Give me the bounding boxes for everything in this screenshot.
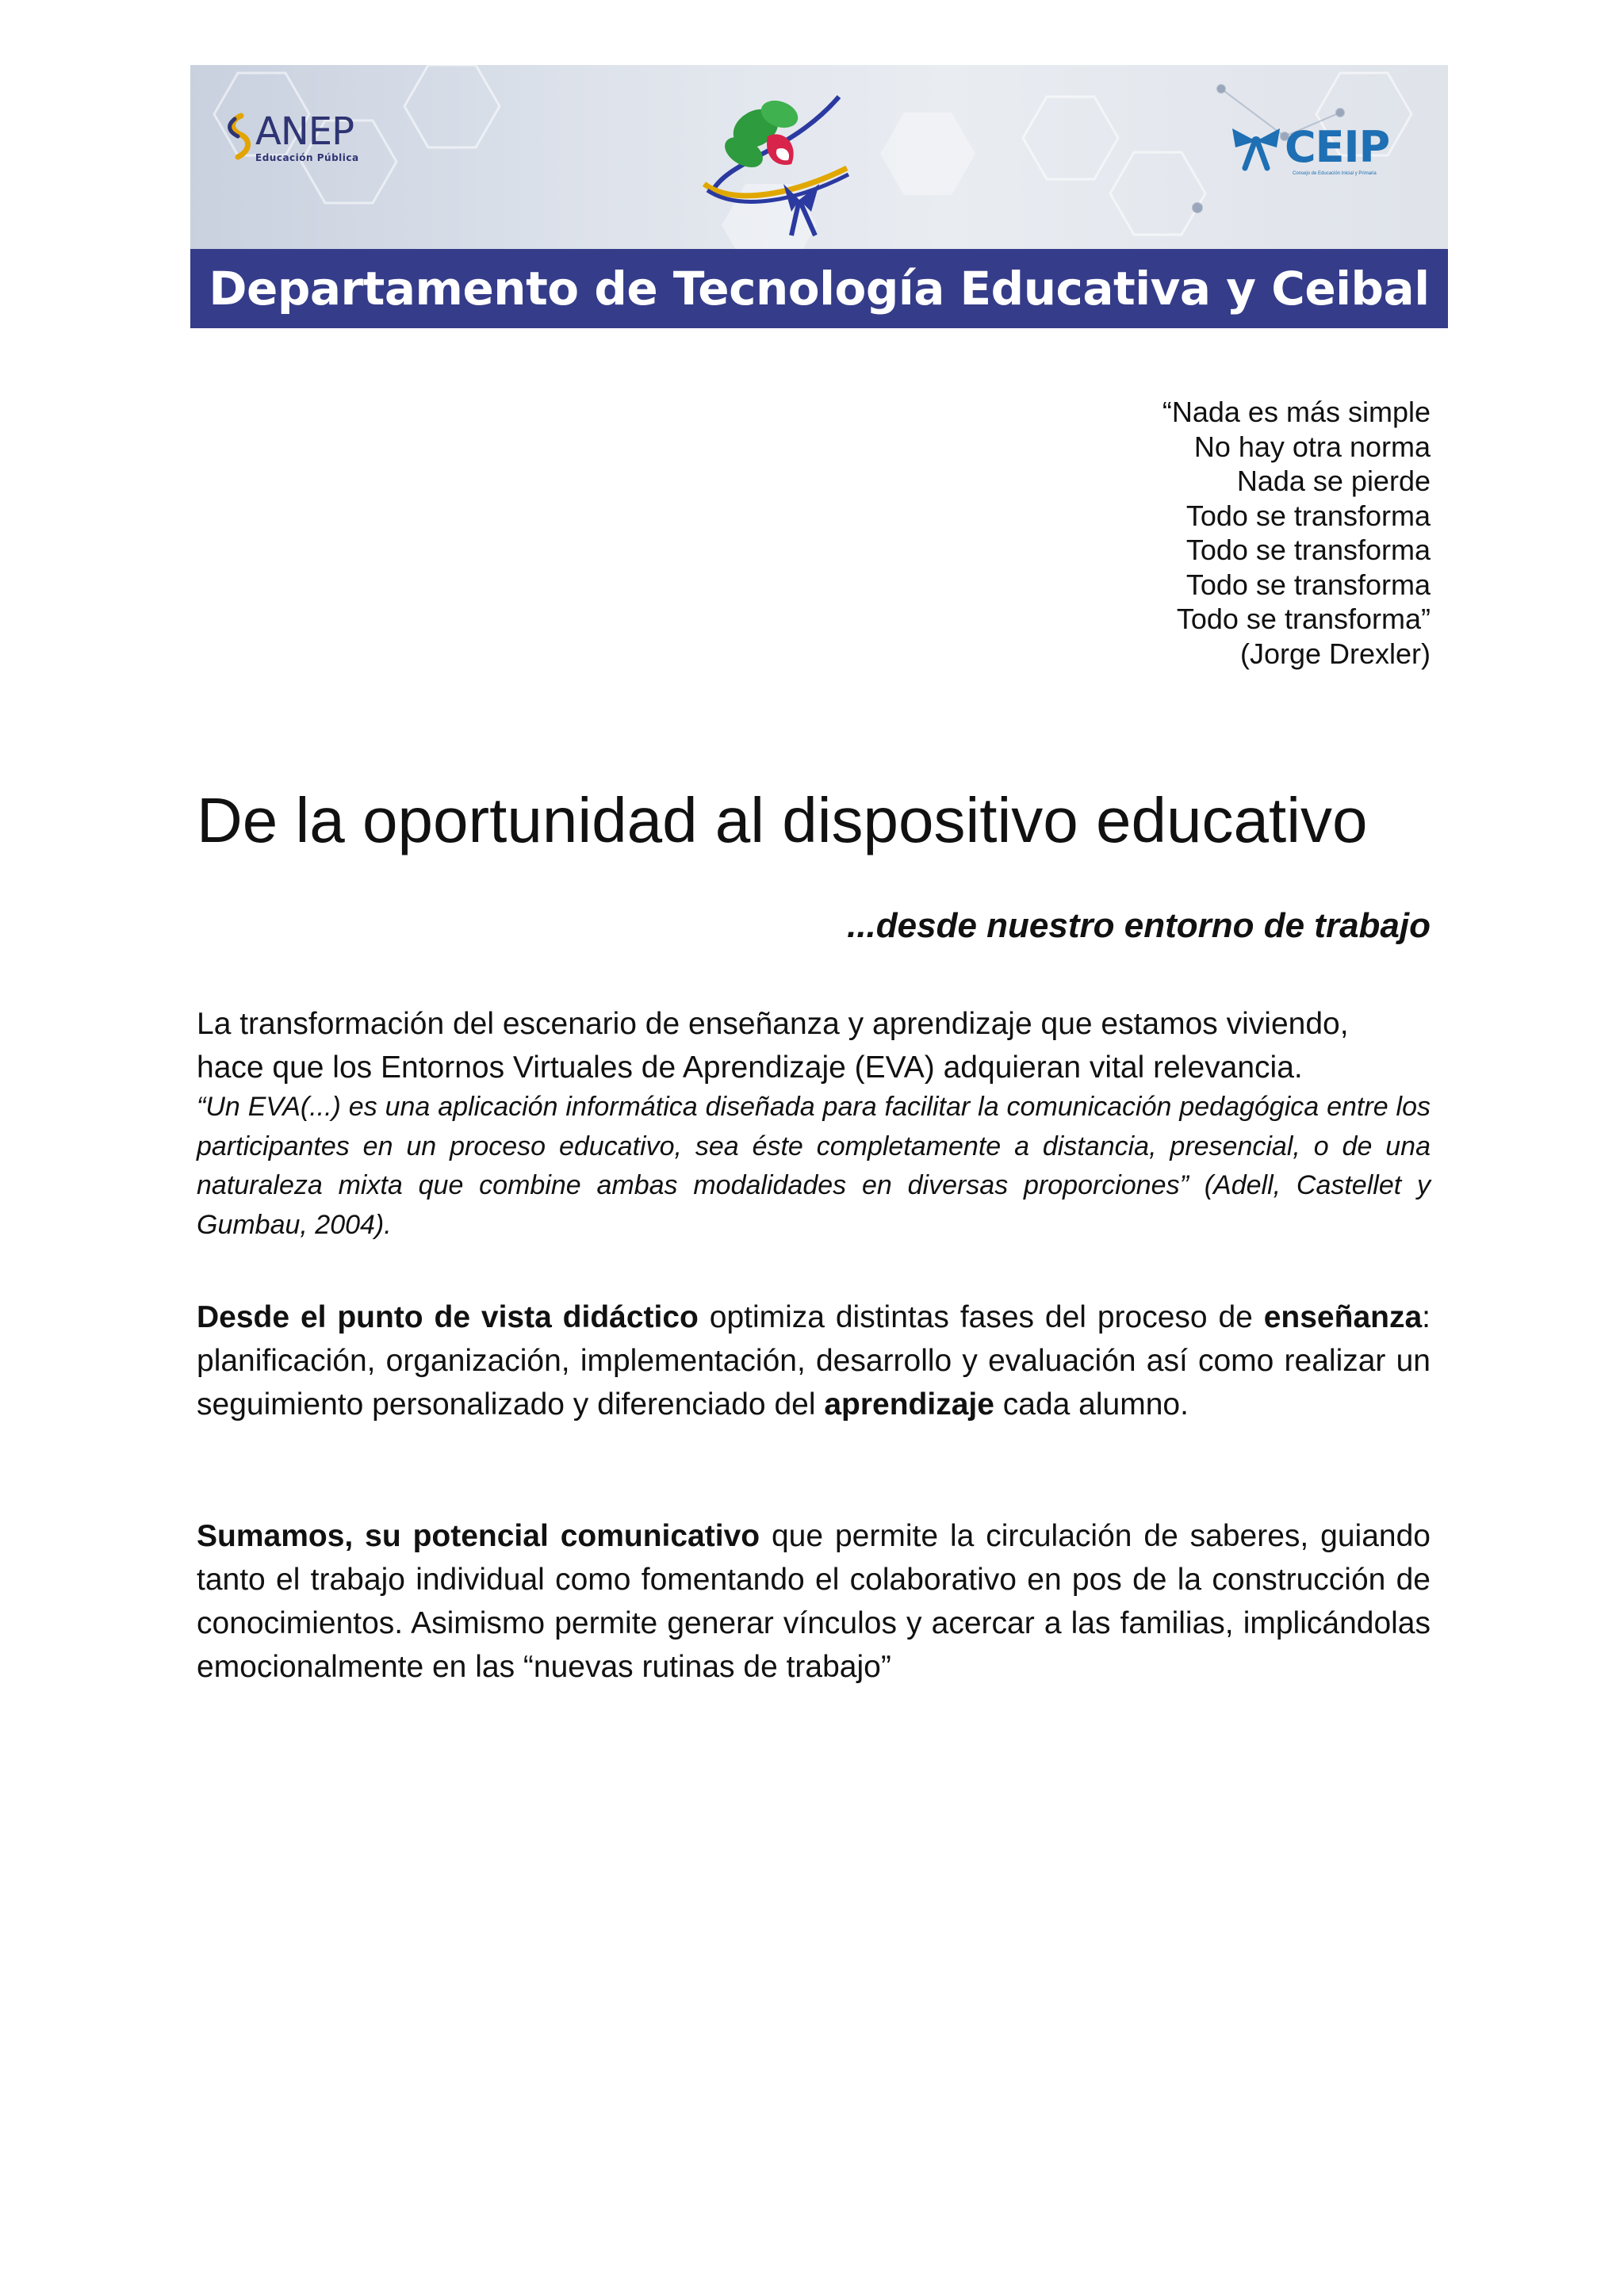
ceip-name: CEIP	[1285, 122, 1390, 172]
epigraph	[1162, 395, 1431, 671]
anep-subtitle: Educación Pública	[255, 152, 359, 163]
epigraph-line: Nada se pierde	[1236, 465, 1431, 497]
bow-icon	[1228, 124, 1285, 171]
page-subtitle: ...desde nuestro entorno de trabajo	[847, 906, 1431, 945]
bold-phrase: Desde el punto de vista didáctico	[197, 1300, 699, 1334]
paragraph-text: : planificación, organización, implementación, desarrollo y evaluación así como realizar un seguimiento personalizado y diferenciado del	[197, 1300, 1431, 1422]
epigraph-line: “Nada es más simple	[1162, 396, 1431, 428]
paragraph-text: cada alumno.	[994, 1387, 1189, 1422]
anep-name: ANEP	[255, 109, 354, 154]
epigraph-line: Todo se transforma	[1185, 499, 1431, 532]
epigraph-line: Todo se transforma”	[1176, 603, 1431, 635]
ceip-logo	[1228, 122, 1390, 176]
anep-mark-icon	[224, 113, 255, 160]
epigraph-line: No hay otra norma	[1193, 430, 1431, 463]
anep-logo	[224, 109, 359, 163]
bold-phrase: aprendizaje	[824, 1387, 994, 1422]
ceip-subtitle: Consejo de Educación Inicial y Primaria	[1293, 171, 1377, 176]
intro-line: hace que los Entornos Virtuales de Aprendizaje (EVA) adquieran vital relevancia.	[197, 1050, 1303, 1085]
page-title: De la oportunidad al dispositivo educativo	[197, 785, 1368, 855]
bold-phrase: enseñanza	[1263, 1300, 1423, 1334]
paragraph-text: optimiza distintas fases del proceso de	[698, 1300, 1264, 1334]
header-banner	[190, 65, 1448, 328]
communication-paragraph	[197, 1514, 1431, 1689]
didactic-paragraph	[197, 1295, 1431, 1426]
banner-title-bar	[190, 249, 1448, 328]
epigraph-author: (Jorge Drexler)	[1239, 637, 1431, 670]
banner-title: Departamento de Tecnología Educativa y Ceibal	[209, 262, 1430, 316]
paragraph-text: que permite la circulación de saberes, guiando tanto el trabajo individual como fomentando el colaborativo en pos de la construcción de conocimientos. Asimismo permite generar vínculos y acercar a las familias, implicándolas emocionalmente en las “nuevas rutinas de trabajo”	[197, 1519, 1431, 1684]
epigraph-line: Todo se transforma	[1185, 568, 1431, 601]
intro-line: La transformación del escenario de enseñanza y aprendizaje que estamos viviendo,	[197, 1007, 1349, 1041]
ceibal-emblem-icon	[680, 73, 855, 247]
intro-paragraph	[197, 1002, 1431, 1089]
eva-definition-quote: “Un EVA(...) es una aplicación informática diseñada para facilitar la comunicación pedagógica entre los participantes en un proceso educativo, sea éste completamente a distancia, presencial, o de una naturaleza mixta que combine ambas modalidades en diversas proporciones” (Adell, Castellet y Gumbau, 2004).	[197, 1092, 1431, 1240]
bold-phrase: Sumamos, su potencial comunicativo	[197, 1519, 760, 1553]
epigraph-line: Todo se transforma	[1185, 534, 1431, 566]
